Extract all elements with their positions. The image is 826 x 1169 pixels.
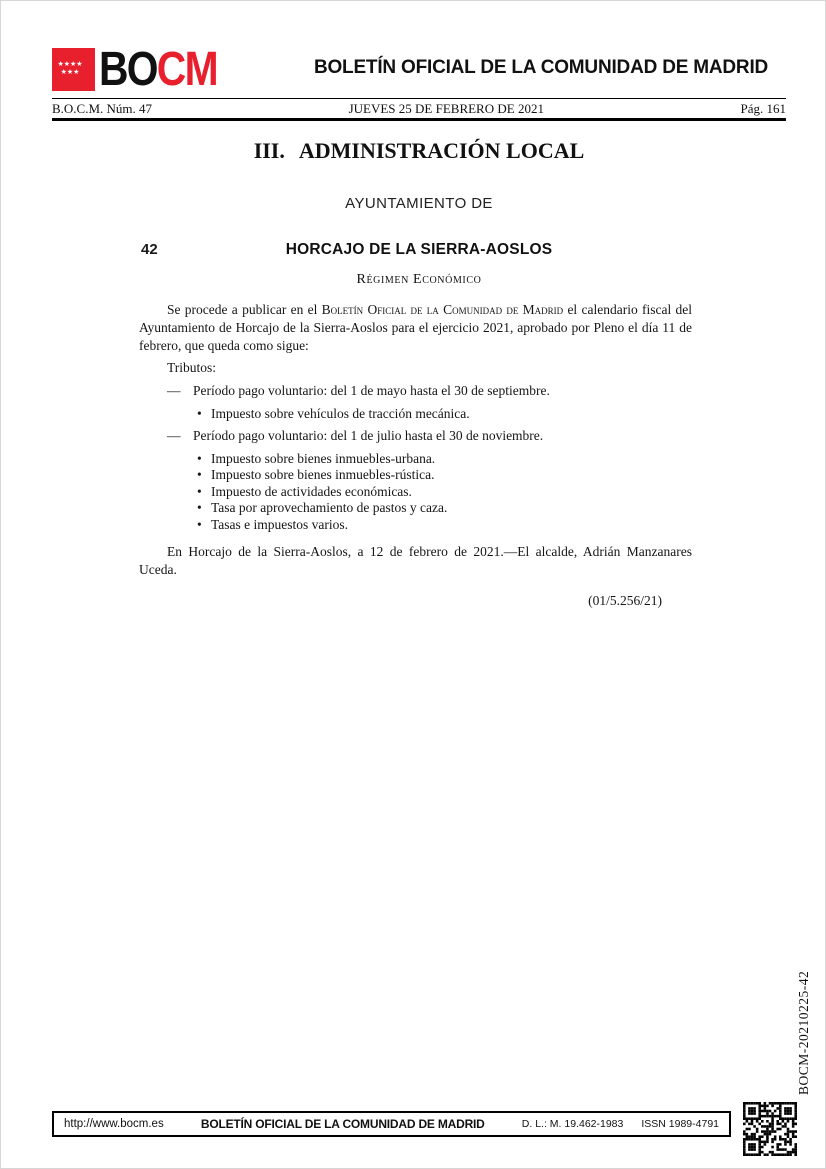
section-number: III. xyxy=(253,138,285,163)
header-meta-row xyxy=(52,100,786,117)
entity-row xyxy=(52,241,786,259)
page-number: Pág. 161 xyxy=(740,100,786,116)
issue-number: B.O.C.M. Núm. 47 xyxy=(52,100,153,116)
footer-title: BOLETÍN OFICIAL DE LA COMUNIDAD DE MADRID xyxy=(200,1117,485,1131)
header-rule-bottom xyxy=(52,118,786,121)
tributos-label: Tributos: xyxy=(167,360,217,375)
list-item-text: Impuesto sobre vehículos de tracción mecánica. xyxy=(211,405,470,421)
vertical-document-code: BOCM-20210225-42 xyxy=(796,970,811,1095)
section-title xyxy=(52,138,786,164)
list-item xyxy=(139,484,692,501)
text-block xyxy=(139,301,692,610)
document-body xyxy=(52,131,786,610)
paragraph-lead: Se procede a publicar en el xyxy=(167,302,322,317)
tributos-list xyxy=(139,383,692,533)
footer-issn: ISSN 1989-4791 xyxy=(641,1118,719,1130)
list-item-text: Período pago voluntario: del 1 de mayo hasta el 30 de septiembre. xyxy=(193,383,550,398)
footer-box xyxy=(52,1111,731,1137)
list-item xyxy=(139,451,692,468)
madrid-flag-icon xyxy=(52,48,95,91)
bocm-logo-text xyxy=(99,43,217,96)
footer-url-link[interactable]: http://www.bocm.es xyxy=(64,1118,164,1130)
issue-date: JUEVES 25 DE FEBRERO DE 2021 xyxy=(348,100,544,116)
bocm-logo xyxy=(52,43,238,96)
list-item-text: Impuesto sobre bienes inmuebles-rústica. xyxy=(211,467,435,482)
flag-stars-top: ★★★★ xyxy=(57,60,83,68)
dash-marker: — xyxy=(167,383,181,398)
list-item-text: Impuesto de actividades económicas. xyxy=(211,483,412,499)
section-name: ADMINISTRACIÓN LOCAL xyxy=(298,138,585,163)
list-item xyxy=(139,428,692,445)
bullet-marker: • xyxy=(197,467,202,482)
body-paragraph xyxy=(139,301,692,355)
entity-name-heading: HORCAJO DE LA SIERRA-AOSLOS xyxy=(285,241,553,258)
reference-number: (01/5.256/21) xyxy=(588,593,662,608)
bullet-marker: • xyxy=(197,516,202,532)
logo-letters-cm: CM xyxy=(156,43,217,96)
masthead-title: BOLETÍN OFICIAL DE LA COMUNIDAD DE MADRID xyxy=(313,57,769,78)
list-item-text: Tasa por aprovechamiento de pastos y caza. xyxy=(211,500,448,515)
bullet-marker: • xyxy=(197,500,202,515)
list-item xyxy=(139,517,692,534)
dash-marker: — xyxy=(167,428,181,443)
subject-heading: Régimen Económico xyxy=(356,272,482,287)
paragraph-rest: el calendario fiscal del Ayuntamiento de Horcajo de la Sierra-Aoslos para el ejercicio 2021, aprobado por Pleno el día 11 de febrero, que queda como sigue: xyxy=(139,302,692,353)
boletin-smallcaps: Boletín Oficial de la Comunidad de Madrid xyxy=(321,302,564,317)
bullet-marker: • xyxy=(197,483,202,499)
qr-code xyxy=(743,1102,797,1156)
footer-deposit: D. L.: M. 19.462-1983 xyxy=(521,1118,624,1130)
list-item xyxy=(139,383,692,400)
list-item-text: Período pago voluntario: del 1 de julio hasta el 30 de noviembre. xyxy=(193,428,544,443)
header-rule-top xyxy=(52,98,786,99)
closing-paragraph: En Horcajo de la Sierra-Aoslos, a 12 de febrero de 2021.—El alcalde, Adrián Manzanares Uceda. xyxy=(139,544,692,577)
list-item xyxy=(139,406,692,423)
footer-legal xyxy=(522,1118,719,1130)
item-number: 42 xyxy=(141,241,158,258)
logo-letters-bo: BO xyxy=(99,43,157,96)
flag-stars xyxy=(54,61,86,76)
flag-stars-bottom: ★★★ xyxy=(60,67,80,76)
list-item-text: Tasas e impuestos varios. xyxy=(211,516,349,532)
bullet-marker: • xyxy=(197,405,202,421)
list-item-text: Impuesto sobre bienes inmuebles-urbana. xyxy=(211,450,436,466)
entity-type-heading: AYUNTAMIENTO DE xyxy=(345,195,493,212)
list-item xyxy=(139,500,692,517)
list-item xyxy=(139,467,692,484)
bullet-marker: • xyxy=(197,450,202,466)
